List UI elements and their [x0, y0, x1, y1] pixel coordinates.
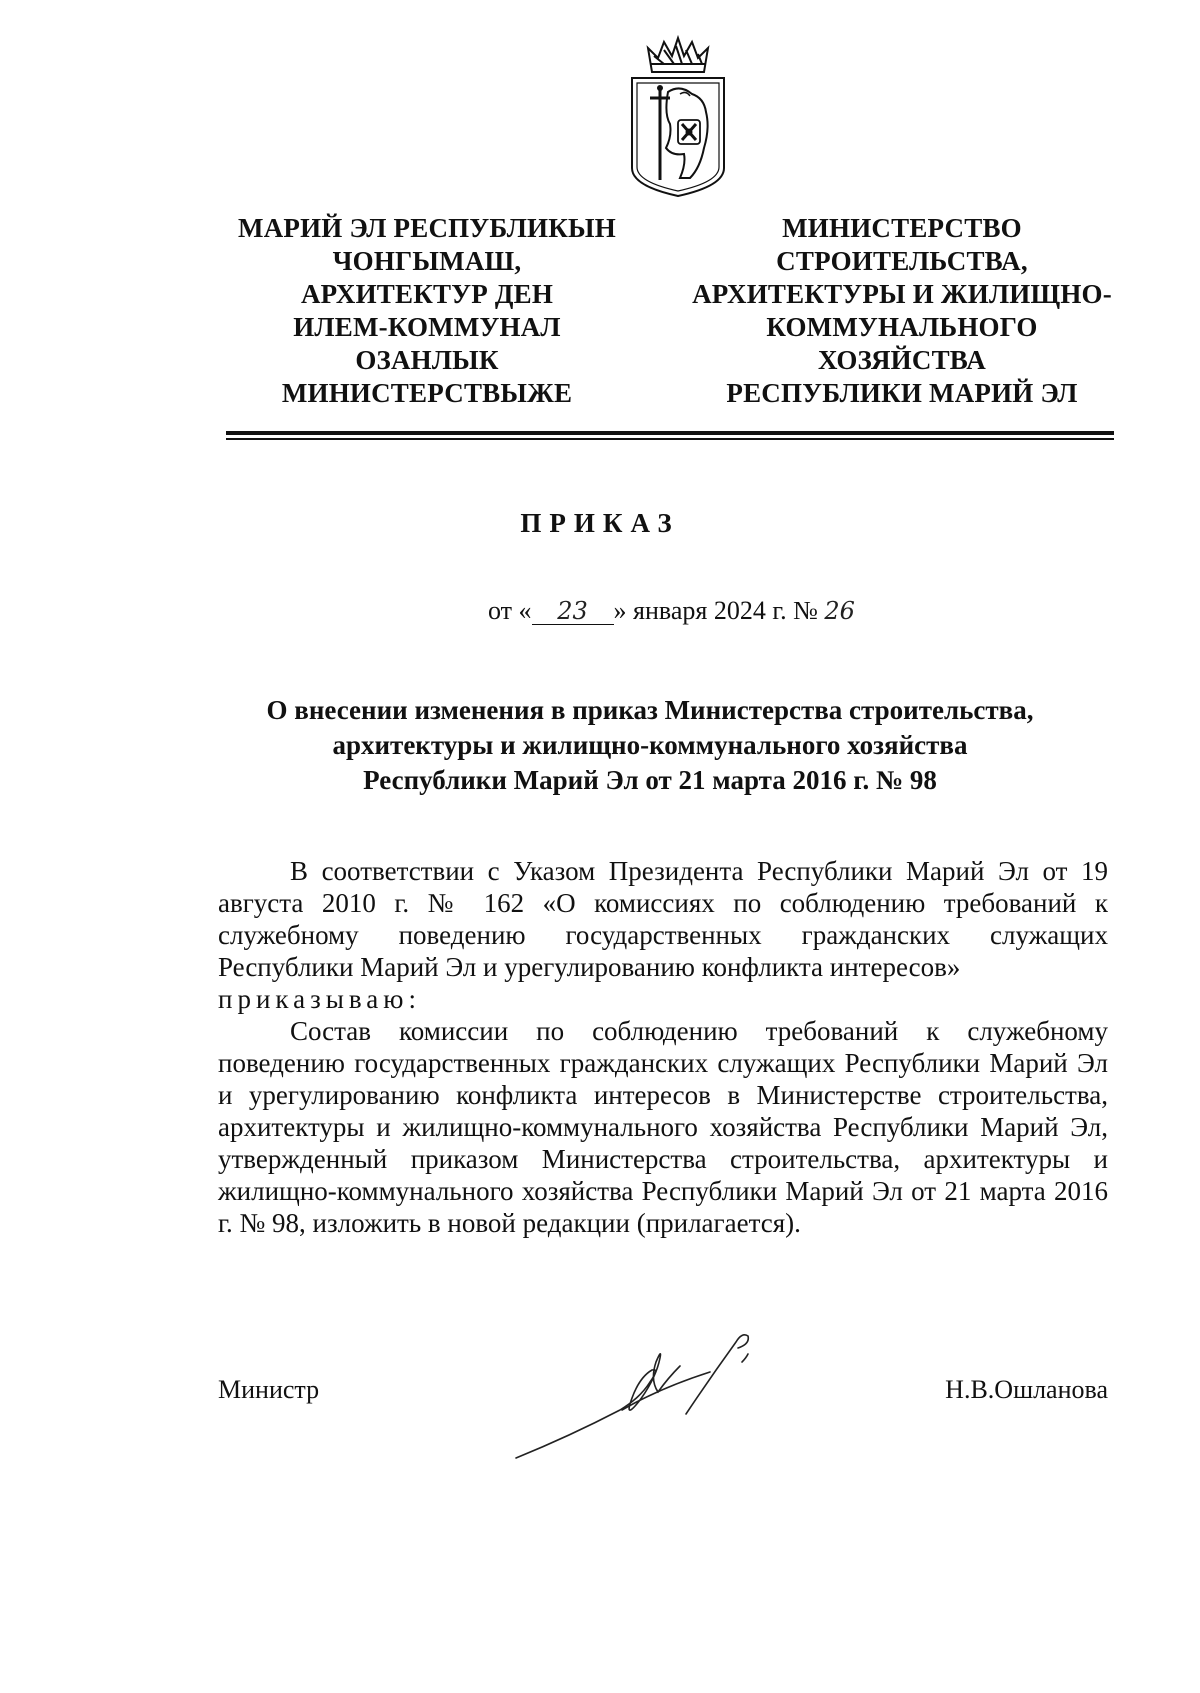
header-right-line: ХОЗЯЙСТВА	[818, 345, 986, 375]
document-number: 26	[824, 597, 855, 625]
header-left-line: МИНИСТЕРСТВЫЖЕ	[281, 378, 573, 408]
subject-line: Республики Марий Эл от 21 марта 2016 г. № 98	[363, 765, 937, 795]
header-left-mari	[222, 212, 632, 410]
date-prefix: от «	[488, 596, 532, 625]
header-left-line: ЧОНГЫМАШ,	[332, 246, 522, 276]
header-divider-thin	[226, 438, 1114, 440]
date-day: 23	[557, 597, 588, 625]
header-left-line: ОЗАНЛЫК	[355, 345, 499, 375]
document-body	[218, 855, 1108, 1239]
subject-line: архитектуры и жилищно-коммунального хозяйства	[332, 730, 968, 760]
document-title: ПРИКАЗ	[520, 508, 680, 538]
handwritten-signature	[510, 1318, 790, 1468]
header-left-line: ИЛЕМ-КОММУНАЛ	[293, 312, 561, 342]
signatory-name: Н.В.Ошланова	[945, 1375, 1108, 1404]
header-right-russian	[672, 212, 1132, 410]
order-word: приказываю:	[218, 984, 421, 1014]
header-right-line: СТРОИТЕЛЬСТВА,	[776, 246, 1028, 276]
header-right-line: МИНИСТЕРСТВО	[782, 213, 1022, 243]
signatory-title: Министр	[218, 1375, 320, 1404]
document-subject	[200, 693, 1100, 798]
header-right-line: КОММУНАЛЬНОГО	[766, 312, 1038, 342]
header-right-line: РЕСПУБЛИКИ МАРИЙ ЭЛ	[726, 378, 1078, 408]
date-middle: » января 2024 г. №	[613, 596, 818, 625]
date-line	[488, 596, 855, 626]
body-paragraph-main: Состав комиссии по соблюдению требований к служебному поведению государственных гражданских служащих Республики Марий Эл и урегулированию конфликта интересов в Министерстве строительства, архитектуры и жилищно-коммунального хозяйства Республики Марий Эл, утвержденный приказом Министерства строительства, архитектуры и жилищно-коммунального хозяйства Республики Марий Эл от 21 марта 2016 г. № 98, изложить в новой редакции (прилагается).	[218, 1016, 1108, 1238]
header-right-line: АРХИТЕКТУРЫ И ЖИЛИЩНО-	[692, 279, 1112, 309]
header-left-line: АРХИТЕКТУР ДЕН	[300, 279, 554, 309]
subject-line: О внесении изменения в приказ Министерства строительства,	[266, 695, 1034, 725]
header-divider-thick	[226, 431, 1114, 435]
header-left-line: МАРИЙ ЭЛ РЕСПУБЛИКЫН	[238, 213, 616, 243]
body-paragraph-preamble: В соответствии с Указом Президента Республики Марий Эл от 19 августа 2010 г. № 162 «О комиссиях по соблюдению требований к служебному поведению государственных гражданских служащих Республики Марий Эл и урегулированию конфликта интересов»	[218, 856, 1108, 982]
coat-of-arms-emblem	[620, 28, 735, 198]
